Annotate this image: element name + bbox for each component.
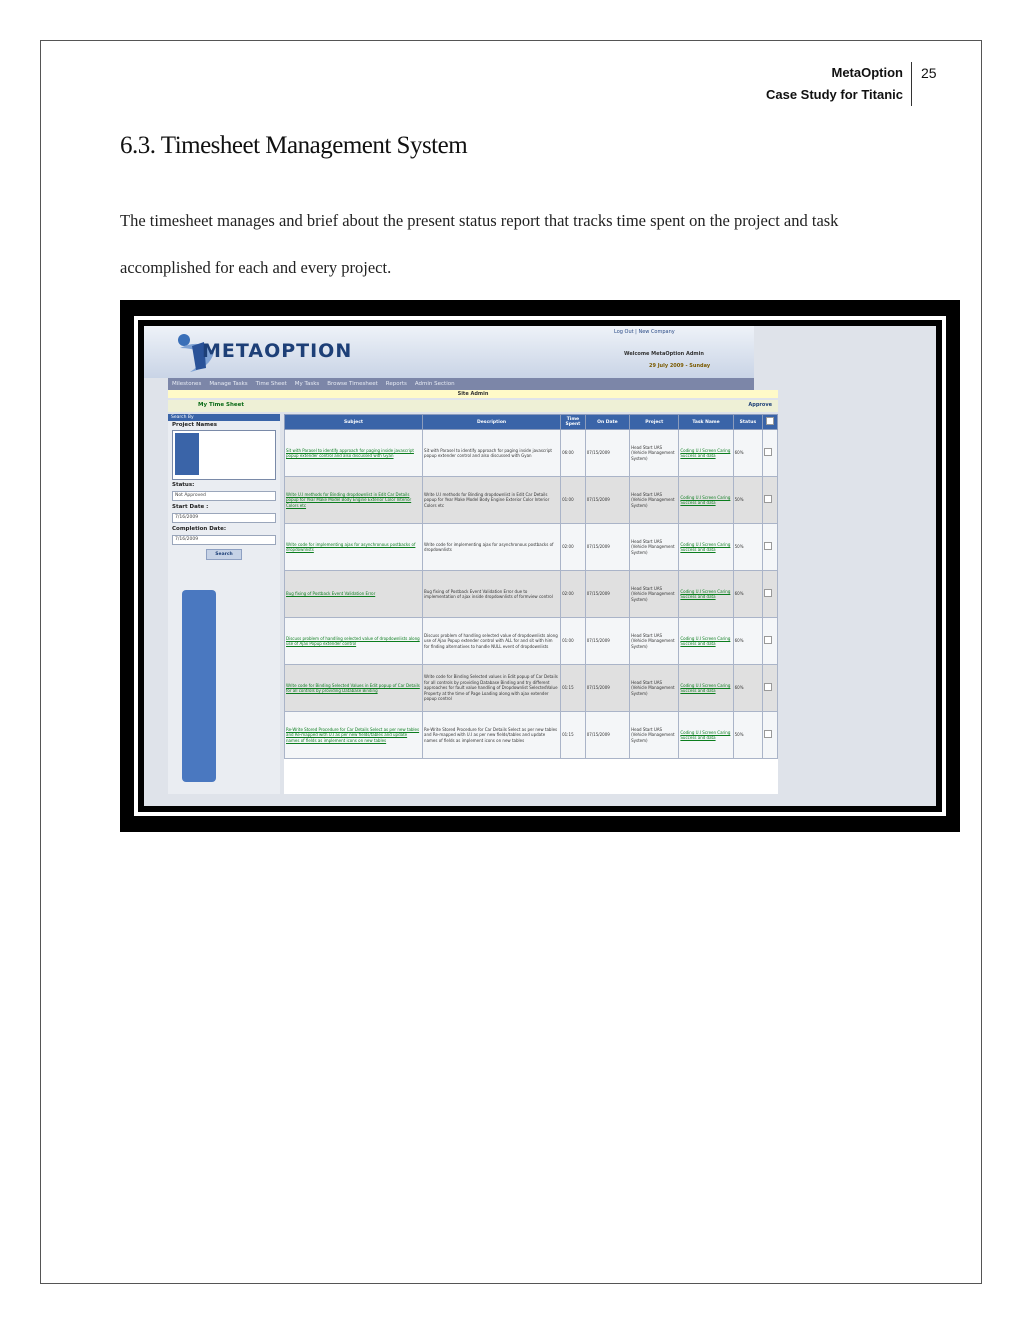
nav-item-manage-tasks[interactable]: Manage Tasks xyxy=(209,381,248,387)
time-spent-cell: 02:00 xyxy=(561,524,586,571)
description-cell: Discuss problem of handling selected value of dropdownlists along use of Ajax Popup extender control with ALL for and sit with him for finding alternatives to handle NULL event of dropdownlists xyxy=(423,618,561,665)
project-names-label: Project Names xyxy=(172,422,217,428)
search-button[interactable]: Search xyxy=(206,549,242,560)
task-name-cell[interactable]: Coding U.I Screen Caring Success and data xyxy=(679,618,733,665)
approve-button[interactable]: Approve xyxy=(748,402,772,408)
sidebar-header: Search By xyxy=(168,414,280,421)
col-select-all[interactable] xyxy=(763,415,778,430)
table-row xyxy=(285,712,778,759)
nav-item-browse-timesheet[interactable]: Browse Timesheet xyxy=(327,381,378,387)
list-selection xyxy=(175,433,199,475)
project-cell: Head Start UAS (Vehicle Management System) xyxy=(630,477,679,524)
on-date-cell: 07/15/2009 xyxy=(585,477,629,524)
row-checkbox-cell[interactable] xyxy=(763,524,778,571)
table-row xyxy=(285,430,778,477)
table-row xyxy=(285,524,778,571)
project-cell: Head Start UAS (Vehicle Management System) xyxy=(630,524,679,571)
subject-cell[interactable]: Write code for Binding Selected Values in Edit popup of Car Details for all controls by providing Database Binding xyxy=(285,665,423,712)
sidebar-panel xyxy=(182,590,216,782)
description-cell: Write code for implementing ajax for asynchronous postbacks of dropdownlists xyxy=(423,524,561,571)
page-number: 25 xyxy=(921,65,937,81)
timesheet-screenshot xyxy=(120,300,960,832)
status-label: Status: xyxy=(172,482,195,488)
on-date-cell: 07/15/2009 xyxy=(585,524,629,571)
header-company: MetaOption xyxy=(831,65,903,80)
status-cell: 60% xyxy=(733,430,763,477)
section-title: 6.3. Timesheet Management System xyxy=(120,132,468,159)
subject-cell[interactable]: Sit with Parasel to identify approach for paging inside javascript popup extender control and also discussed with Gyan xyxy=(285,430,423,477)
nav-item-my-tasks[interactable]: My Tasks xyxy=(294,381,320,387)
completion-date-input[interactable]: 7/16/2009 xyxy=(172,535,276,545)
col-description[interactable]: Description xyxy=(423,415,561,430)
project-names-list[interactable] xyxy=(172,430,276,480)
table-row xyxy=(285,618,778,665)
status-cell: 50% xyxy=(733,477,763,524)
time-spent-cell: 02:00 xyxy=(561,571,586,618)
description-cell: Re-Write Stored Procedure for Car Details Select as per new tables and Re-mapped with U.I as per new fields/tables and update names of fields as implement icons on new tables xyxy=(423,712,561,759)
running-header xyxy=(766,62,912,106)
welcome-text: Welcome MetaOption Admin xyxy=(624,351,704,357)
logo-text: METAOPTION xyxy=(202,340,353,362)
description-cell: Write U.I methods for Binding dropdownlist in Edit Car Details popup for Year Make Model Body Engine Exterior Color Interior Colors etc xyxy=(423,477,561,524)
time-spent-cell: 01:00 xyxy=(561,618,586,665)
project-cell: Head Start UAS (Vehicle Management System) xyxy=(630,665,679,712)
status-select[interactable]: Not Approved xyxy=(172,491,276,501)
app-window xyxy=(144,326,936,806)
status-cell: 60% xyxy=(733,665,763,712)
task-name-cell[interactable]: Coding U.I Screen Caring Success and data xyxy=(679,524,733,571)
project-cell: Head Start UAS (Vehicle Management System) xyxy=(630,712,679,759)
table-header-row xyxy=(285,415,778,430)
subject-cell[interactable]: Bug fixing of Postback Event Validation Error xyxy=(285,571,423,618)
search-sidebar xyxy=(168,414,280,794)
row-checkbox-cell[interactable] xyxy=(763,618,778,665)
table-row xyxy=(285,665,778,712)
row-checkbox[interactable] xyxy=(764,683,772,691)
header-subtitle: Case Study for Titanic xyxy=(765,87,903,102)
task-name-cell[interactable]: Coding U.I Screen Caring Success and data xyxy=(679,430,733,477)
nav-item-time-sheet[interactable]: Time Sheet xyxy=(255,381,287,387)
project-cell: Head Start UAS (Vehicle Management System) xyxy=(630,571,679,618)
description-cell: Sit with Parasel to identify approach for paging inside javascript popup extender control and also discussed with Gyan xyxy=(423,430,561,477)
table-row xyxy=(285,477,778,524)
task-name-cell[interactable]: Coding U.I Screen Caring Success and data xyxy=(679,712,733,759)
on-date-cell: 07/15/2009 xyxy=(585,430,629,477)
start-date-input[interactable]: 7/16/2009 xyxy=(172,513,276,523)
subject-cell[interactable]: Write code for implementing ajax for asynchronous postbacks of dropdownlists xyxy=(285,524,423,571)
row-checkbox[interactable] xyxy=(764,495,772,503)
timesheet-bar xyxy=(168,400,778,412)
project-cell: Head Start UAS (Vehicle Management System) xyxy=(630,430,679,477)
completion-date-label: Completion Date: xyxy=(172,526,227,532)
date-text: 29 July 2009 - Sunday xyxy=(649,363,711,369)
status-cell: 60% xyxy=(733,571,763,618)
nav-item-admin-section[interactable]: Admin Section xyxy=(414,381,455,387)
row-checkbox-cell[interactable] xyxy=(763,712,778,759)
description-cell: Write code for Binding Selected values in Edit popup of Car Details for all controls by providing Database Binding and try different approaches for fault value handling of Dropdownlist SelectedValue Property at the time of Page Loading along with ajax extender popup control xyxy=(423,665,561,712)
time-spent-cell: 06:00 xyxy=(561,430,586,477)
col-status[interactable]: Status xyxy=(733,415,763,430)
subject-cell[interactable]: Re-Write Stored Procedure for Car Details Select as per new tables and Re-mapped with U.I as per new fields/tables and update names of fields as implement icons on new tables xyxy=(285,712,423,759)
col-project[interactable]: Project xyxy=(630,415,679,430)
row-checkbox-cell[interactable] xyxy=(763,430,778,477)
nav-item-reports[interactable]: Reports xyxy=(385,381,407,387)
row-checkbox[interactable] xyxy=(764,589,772,597)
on-date-cell: 07/15/2009 xyxy=(585,618,629,665)
row-checkbox[interactable] xyxy=(764,448,772,456)
col-on-date[interactable]: On Date xyxy=(585,415,629,430)
col-subject[interactable]: Subject xyxy=(285,415,423,430)
on-date-cell: 07/15/2009 xyxy=(585,571,629,618)
timesheet-table xyxy=(284,414,778,794)
project-cell: Head Start UAS (Vehicle Management System) xyxy=(630,618,679,665)
body-paragraph: The timesheet manages and brief about the present status report that tracks time spent on the project and task accomplished for each and every project. xyxy=(120,211,839,277)
start-date-label: Start Date : xyxy=(172,504,209,510)
nav-item-milestones[interactable]: Milestones xyxy=(172,381,202,387)
subject-cell[interactable]: Write U.I methods for Binding dropdownlist in Edit Car Details popup for Year Make Model Body Engine Exterior Color Interior Colors etc xyxy=(285,477,423,524)
row-checkbox[interactable] xyxy=(764,730,772,738)
nav-bar xyxy=(168,378,754,390)
task-name-cell[interactable]: Coding U.I Screen Caring Success and data xyxy=(679,665,733,712)
row-checkbox-cell[interactable] xyxy=(763,665,778,712)
top-links[interactable]: Log Out | New Company xyxy=(614,329,675,335)
time-spent-cell: 01:00 xyxy=(561,477,586,524)
task-name-cell[interactable]: Coding U.I Screen Caring Success and data xyxy=(679,477,733,524)
row-checkbox[interactable] xyxy=(764,542,772,550)
task-name-cell[interactable]: Coding U.I Screen Caring Success and data xyxy=(679,571,733,618)
notice-bar: Site Admin xyxy=(168,390,778,398)
status-cell: 60% xyxy=(733,618,763,665)
time-spent-cell: 01:15 xyxy=(561,665,586,712)
row-checkbox-cell[interactable] xyxy=(763,477,778,524)
row-checkbox[interactable] xyxy=(764,636,772,644)
time-spent-cell: 01:15 xyxy=(561,712,586,759)
screenshot-frame xyxy=(134,316,946,816)
subject-cell[interactable]: Discuss problem of handling selected value of dropdownlists along use of Ajax Popup extender control xyxy=(285,618,423,665)
row-checkbox-cell[interactable] xyxy=(763,571,778,618)
table-row xyxy=(285,571,778,618)
app-header xyxy=(144,326,754,378)
description-cell: Bug fixing of Postback Event Validation Error due to implementation of ajax inside dropdownlists of formview control xyxy=(423,571,561,618)
on-date-cell: 07/15/2009 xyxy=(585,712,629,759)
status-cell: 50% xyxy=(733,524,763,571)
select-all-checkbox[interactable] xyxy=(766,417,774,425)
col-task-name[interactable]: Task Name xyxy=(679,415,733,430)
my-time-sheet-label: My Time Sheet xyxy=(198,402,244,408)
col-time-spent[interactable]: Time Spent xyxy=(561,415,586,430)
status-cell: 50% xyxy=(733,712,763,759)
on-date-cell: 07/15/2009 xyxy=(585,665,629,712)
